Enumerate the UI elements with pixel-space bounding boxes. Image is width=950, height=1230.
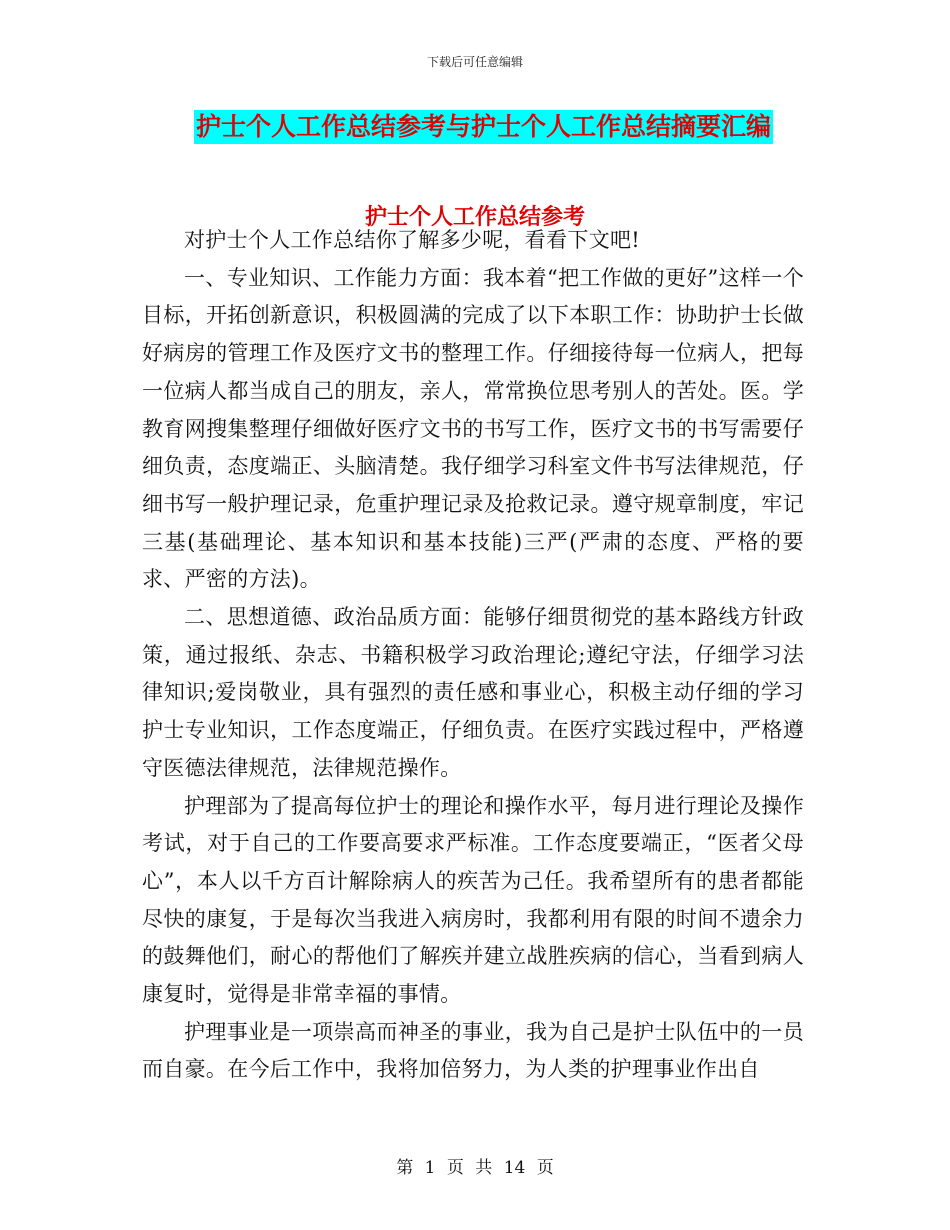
paragraph-professional-skills: 一、专业知识、工作能力方面：我本着“把工作做的更好”这样一个目标，开拓创新意识，积极圆满的完成了以下本职工作：协助护士长做好病房的管理工作及医疗文书的整理工作。仔细接待每一位病人，把每一位病人都当成自己的朋友，亲人，常常换位思考别人的苦处。医。学教育网搜集整理仔细做好医疗文书的书写工作，医疗文书的书写需要仔细负责，态度端正、头脑清楚。我仔细学习科室文件书写法律规范，仔细书写一般护理记录，危重护理记录及抢救记录。遵守规章制度，牢记三基(基础理论、基本知识和基本技能)三严(严肃的态度、严格的要求、严密的方法)。 [142,265,804,592]
paragraph-ideology-morality: 二、思想道德、政治品质方面：能够仔细贯彻党的基本路线方针政策，通过报纸、杂志、书籍积极学习政治理论;遵纪守法，仔细学习法律知识;爱岗敬业，具有强烈的责任感和事业心，积极主动仔细的学习护士专业知识，工作态度端正，仔细负责。在医疗实践过程中，严格遵守医德法律规范，法律规范操作。 [142,605,804,780]
header-note: 下载后可任意编辑 [426,55,523,69]
page-number-footer: 第 1 页 共 14 页 [396,1158,554,1178]
paragraph-nursing-career: 护理事业是一项崇高而神圣的事业，我为自己是护士队伍中的一员而自豪。在今后工作中，我将加倍努力，为人类的护理事业作出自 [142,1019,804,1082]
main-title: 护士个人工作总结参考与护士个人工作总结摘要汇编 [194,110,773,144]
body-text [142,222,804,1089]
section-title: 护士个人工作总结参考 [364,205,585,230]
paragraph-nursing-department: 护理部为了提高每位护士的理论和操作水平，每月进行理论及操作考试，对于自己的工作要高要求严标准。工作态度要端正，“医者父母心”，本人以千方百计解除病人的疾苦为己任。我希望所有的患者都能尽快的康复，于是每次当我进入病房时，我都利用有限的时间不遗余力的鼓舞他们，耐心的帮他们了解疾并建立战胜疾病的信心，当看到病人康复时，觉得是非常幸福的事情。 [142,793,804,1007]
paragraph-intro: 对护士个人工作总结你了解多少呢，看看下文吧! [184,228,641,252]
